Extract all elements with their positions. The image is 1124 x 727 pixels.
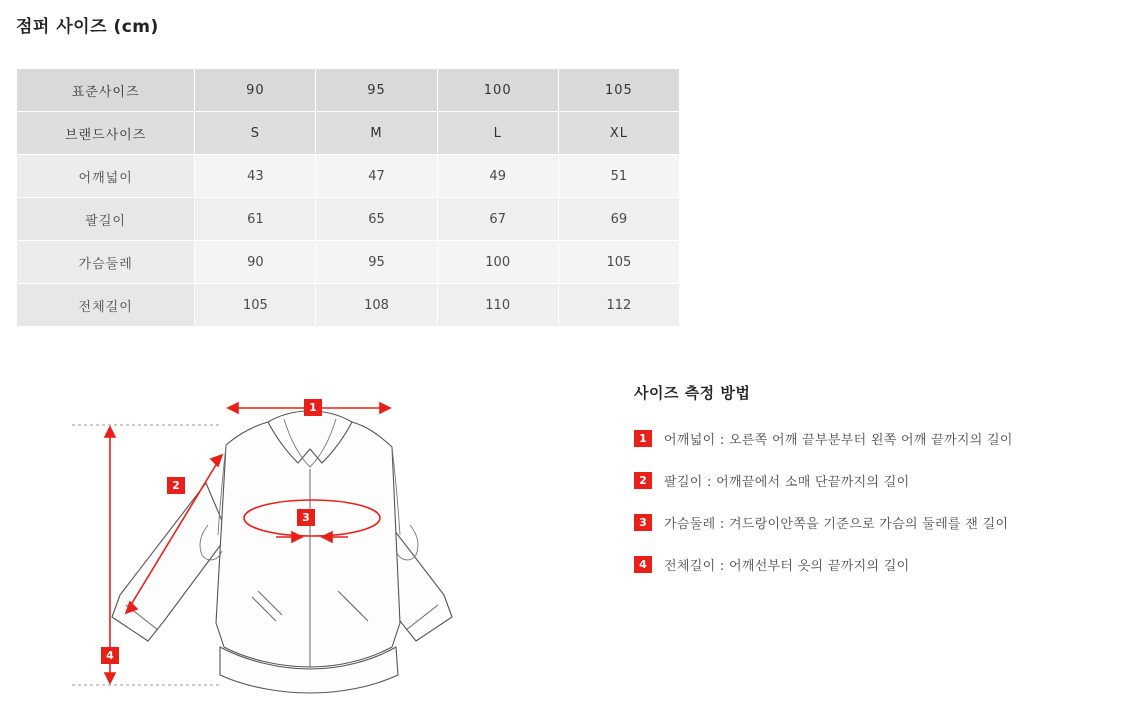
legend-item-chest bbox=[634, 513, 1104, 532]
legend-item-label: 전체길이 : 어깨선부터 옷의 끝까지의 길이 bbox=[664, 559, 910, 574]
table-cell: 100 bbox=[437, 241, 558, 284]
cell-brand-l: L bbox=[437, 112, 558, 155]
table-cell: 90 bbox=[195, 241, 316, 284]
cell-brand-s: S bbox=[195, 112, 316, 155]
table-row bbox=[17, 198, 680, 241]
table-cell: 61 bbox=[195, 198, 316, 241]
table-cell: 95 bbox=[316, 241, 437, 284]
column-header-standard-size: 표준사이즈 bbox=[17, 69, 195, 112]
table-cell: 112 bbox=[558, 284, 679, 327]
table-cell: 67 bbox=[437, 198, 558, 241]
table-cell: 47 bbox=[316, 155, 437, 198]
legend-item-label: 가슴둘레 : 겨드랑이안쪽을 기준으로 가슴의 둘레를 잰 길이 bbox=[664, 517, 1009, 532]
column-header-90: 90 bbox=[195, 69, 316, 112]
legend-badge-2: 2 bbox=[634, 472, 652, 489]
legend-item-total-length bbox=[634, 555, 1104, 574]
row-label-sleeve: 팔길이 bbox=[17, 198, 195, 241]
table-row bbox=[17, 155, 680, 198]
table-row-standard-size bbox=[17, 69, 680, 112]
column-header-105: 105 bbox=[558, 69, 679, 112]
cell-brand-xl: XL bbox=[558, 112, 679, 155]
table-row-brand-size bbox=[17, 112, 680, 155]
legend-badge-4: 4 bbox=[634, 556, 652, 573]
diagram-marker-1: 1 bbox=[304, 399, 322, 416]
row-label-chest: 가슴둘레 bbox=[17, 241, 195, 284]
legend-item-label: 어깨넓이 : 오른쪽 어깨 끝부분부터 왼쪽 어깨 끝까지의 길이 bbox=[664, 433, 1013, 448]
measurement-legend bbox=[634, 382, 1104, 597]
legend-title: 사이즈 측정 방법 bbox=[634, 384, 751, 402]
jumper-illustration bbox=[40, 385, 600, 715]
table-cell: 49 bbox=[437, 155, 558, 198]
row-label-shoulder: 어깨넓이 bbox=[17, 155, 195, 198]
table-cell: 51 bbox=[558, 155, 679, 198]
column-header-100: 100 bbox=[437, 69, 558, 112]
table-cell: 105 bbox=[195, 284, 316, 327]
table-cell: 110 bbox=[437, 284, 558, 327]
row-label-brand-size: 브랜드사이즈 bbox=[17, 112, 195, 155]
table-cell: 43 bbox=[195, 155, 316, 198]
table-row bbox=[17, 241, 680, 284]
page-title: 점퍼 사이즈 (cm) bbox=[16, 17, 159, 37]
measurement-diagram bbox=[40, 385, 600, 715]
table-row bbox=[17, 284, 680, 327]
diagram-marker-3: 3 bbox=[297, 509, 315, 526]
row-label-total-length: 전체길이 bbox=[17, 284, 195, 327]
column-header-95: 95 bbox=[316, 69, 437, 112]
diagram-marker-2: 2 bbox=[167, 477, 185, 494]
legend-badge-1: 1 bbox=[634, 430, 652, 447]
table-cell: 65 bbox=[316, 198, 437, 241]
table-cell: 105 bbox=[558, 241, 679, 284]
size-table bbox=[16, 68, 680, 327]
table-cell: 69 bbox=[558, 198, 679, 241]
cell-brand-m: M bbox=[316, 112, 437, 155]
legend-badge-3: 3 bbox=[634, 514, 652, 531]
diagram-marker-4: 4 bbox=[101, 647, 119, 664]
legend-item-label: 팔길이 : 어깨끝에서 소매 단끝까지의 길이 bbox=[664, 475, 910, 490]
table-cell: 108 bbox=[316, 284, 437, 327]
legend-item-sleeve bbox=[634, 471, 1104, 490]
legend-item-shoulder bbox=[634, 429, 1104, 448]
